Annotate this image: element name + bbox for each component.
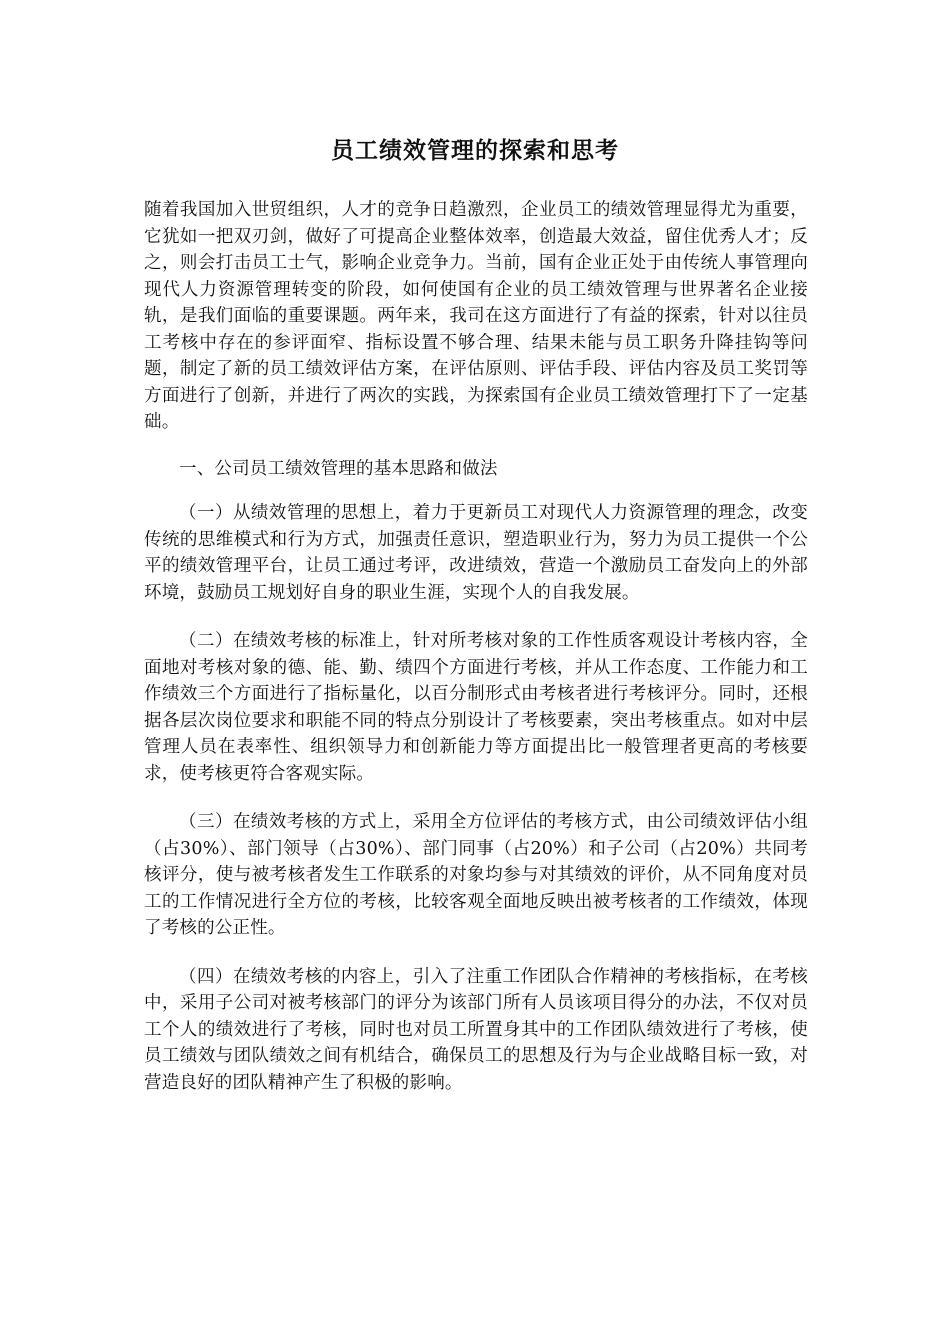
- paragraph-4: （四）在绩效考核的内容上，引入了注重工作团队合作精神的考核指标，在考核中，采用子公司对被考核部门的评分为该部门所有人员该项目得分的办法，不仅对员工个人的绩效进行了考核，同时也对员工所置身其中的工作团队绩效进行了考核，使员工绩效与团队绩效之间有机结合，确保员工的思想及行为与企业战略目标一致，对营造良好的团队精神产生了积极的影响。: [144, 966, 808, 1093]
- document-body: [144, 197, 808, 1096]
- paragraph-2: （二）在绩效考核的标准上，针对所考核对象的工作性质客观设计考核内容，全面地对考核对象的德、能、勤、绩四个方面进行考核，并从工作态度、工作能力和工作绩效三个方面进行了指标量化，以百分制形式由考核者进行考核评分。同时，还根据各层次岗位要求和职能不同的特点分别设计了考核要素，突出考核重点。如对中层管理人员在表率性、组织领导力和创新能力等方面提出比一般管理者更高的考核要求，使考核更符合客观实际。: [144, 631, 808, 784]
- paragraph-3: （三）在绩效考核的方式上，采用全方位评估的考核方式，由公司绩效评估小组（占30%）、部门领导（占30%）、部门同事（占20%）和子公司（占20%）共同考核评分，使与被考核者发生工作联系的对象均参与对其绩效的评价，从不同角度对员工的工作情况进行全方位的考核，比较客观全面地反映出被考核者的工作绩效，体现了考核的公正性。: [144, 812, 808, 938]
- intro-paragraph: 随着我国加入世贸组织，人才的竞争日趋激烈，企业员工的绩效管理显得尤为重要，它犹如一把双刃剑，做好了可提高企业整体效率，创造最大效益，留住优秀人才；反之，则会打击员工士气，影响企业竞争力。当前，国有企业正处于由传统人事管理向现代人力资源管理转变的阶段，如何使国有企业的员工绩效管理与世界著名企业接轨，是我们面临的重要课题。两年来，我司在这方面进行了有益的探索，针对以往员工考核中存在的参评面窄、指标设置不够合理、结果未能与员工职务升降挂钩等问题，制定了新的员工绩效评估方案，在评估原则、评估手段、评估内容及员工奖罚等方面进行了创新，并进行了两次的实践，为探索国有企业员工绩效管理打下了一定基础。: [144, 200, 808, 432]
- document-title: 员工绩效管理的探索和思考: [331, 137, 619, 164]
- section-heading: 一、公司员工绩效管理的基本思路和做法: [179, 458, 498, 479]
- paragraph-1: （一）从绩效管理的思想上，着力于更新员工对现代人力资源管理的理念，改变传统的思维模式和行为方式，加强责任意识，塑造职业行为，努力为员工提供一个公平的绩效管理平台，让员工通过考评，改进绩效，营造一个激励员工奋发向上的外部环境，鼓励员工规划好自身的职业生涯，实现个人的自我发展。: [144, 503, 808, 603]
